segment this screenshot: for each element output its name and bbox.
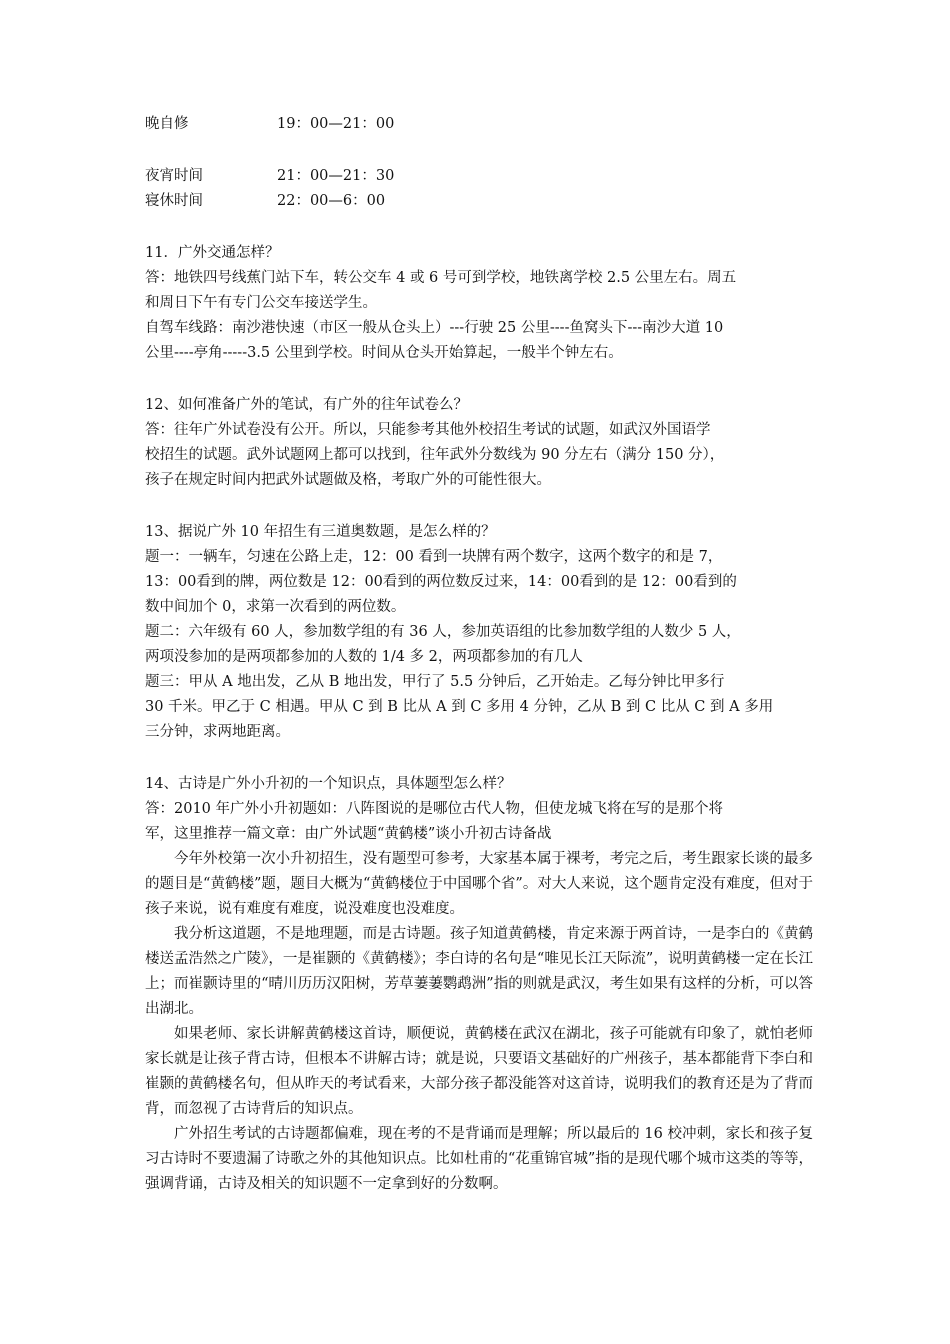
question-12 [145,393,813,493]
article-paragraph: 我分析这道题，不是地理题，而是古诗题。孩子知道黄鹤楼，肯定来源于两首诗，一是李白的《黄鹤楼送孟浩然之广陵》，一是崔颢的《黄鹤楼》；李白诗的名句是“唯见长江天际流”，说明黄鹤楼一定在长江上；而崔颢诗里的“晴川历历汉阳树，芳草萋萋鹦鹉洲”指的则就是武汉，考生如果有这样的分析，可以答出湖北。 [145,926,813,1017]
answer-line: 校招生的试题。武外试题网上都可以找到，往年武外分数线为 90 分左右（满分 150 分）， [145,447,725,463]
problem-line: 题一：一辆车，匀速在公路上走，12：00 看到一块牌有两个数字，这两个数字的和是 7， [145,549,723,565]
schedule-row [145,189,813,214]
answer-line: 答：地铁四号线蕉门站下车，转公交车 4 或 6 号可到学校，地铁离学校 2.5 公里左右。周五 [145,270,737,286]
answer-line: 和周日下午有专门公交车接送学生。 [145,295,377,311]
schedule-time: 22：00—6：00 [277,193,386,209]
question-13 [145,520,813,745]
problem-line: 题三：甲从 A 地出发，乙从 B 地出发，甲行了 5.5 分钟后，乙开始走。乙每分钟比甲多行 [145,674,725,690]
schedule-time: 21：00—21：30 [277,168,395,184]
schedule-label: 晚自修 [145,116,189,132]
problem-line: 题二：六年级有 60 人，参加数学组的有 36 人，参加英语组的比参加数学组的人数少 5 人， [145,624,741,640]
document-page [145,112,813,1197]
problem-line: 13：00看到的牌，两位数是 12：00看到的两位数反过来，14：00看到的是 12：00看到的 [145,574,737,590]
question-title: 13、据说广外 10 年招生有三道奥数题，是怎么样的？ [145,524,496,540]
answer-line: 公里----亭角-----3.5 公里到学校。时间从仓头开始算起，一般半个钟左右。 [145,345,623,361]
question-title: 12、如何准备广外的笔试，有广外的往年试卷么？ [145,397,468,413]
question-11 [145,241,813,366]
schedule-time: 19：00—21：00 [277,116,395,132]
problem-line: 数中间加个 0，求第一次看到的两位数。 [145,599,406,615]
article-paragraph: 今年外校第一次小升初招生，没有题型可参考，大家基本属于裸考，考完之后，考生跟家长谈的最多的题目是“黄鹤楼”题，题目大概为“黄鹤楼位于中国哪个省”。对大人来说，这个题肯定没有难度，但对于孩子来说，说有难度有难度，说没难度也没难度。 [145,851,813,917]
problem-line: 两项没参加的是两项都参加的人数的 1/4 多 2，两项都参加的有几人 [145,649,583,665]
question-title: 11．广外交通怎样？ [145,245,280,261]
problem-line: 三分钟，求两地距离。 [145,724,290,740]
schedule-row [145,164,813,189]
answer-line: 答：往年广外试卷没有公开。所以，只能参考其他外校招生考试的试题，如武汉外国语学 [145,422,711,438]
answer-line: 孩子在规定时间内把武外试题做及格，考取广外的可能性很大。 [145,472,551,488]
schedule-label: 夜宵时间 [145,168,203,184]
schedule-label: 寝休时间 [145,193,203,209]
question-title: 14、古诗是广外小升初的一个知识点，具体题型怎么样？ [145,776,512,792]
schedule-row [145,112,813,137]
problem-line: 30 千米。甲乙于 C 相遇。甲从 C 到 B 比从 A 到 C 多用 4 分钟，乙从 B 到 C 比从 C 到 A 多用 [145,699,774,715]
answer-line: 答：2010 年广外小升初题如：八阵图说的是哪位古代人物，但使龙城飞将在写的是那个将 [145,801,724,817]
article-paragraph: 如果老师、家长讲解黄鹤楼这首诗，顺便说，黄鹤楼在武汉在湖北，孩子可能就有印象了，就怕老师家长就是让孩子背古诗，但根本不讲解古诗；就是说，只要语文基础好的广州孩子，基本都能背下李白和崔颢的黄鹤楼名句，但从昨天的考试看来，大部分孩子都没能答对这首诗，说明我们的教育还是为了背而背，而忽视了古诗背后的知识点。 [145,1026,813,1117]
answer-line: 自驾车线路：南沙港快速（市区一般从仓头上）---行驶 25 公里----鱼窝头下---南沙大道 10 [145,320,724,336]
question-14 [145,772,813,1197]
answer-line: 军，这里推荐一篇文章：由广外试题“黄鹤楼”谈小升初古诗备战 [145,826,552,842]
article-paragraph: 广外招生考试的古诗题都偏难，现在考的不是背诵而是理解；所以最后的 16 校冲刺，家长和孩子复习古诗时不要遗漏了诗歌之外的其他知识点。比如杜甫的“花重锦官城”指的是现代哪个城市这类的等等，强调背诵，古诗及相关的知识题不一定拿到好的分数啊。 [145,1126,813,1192]
